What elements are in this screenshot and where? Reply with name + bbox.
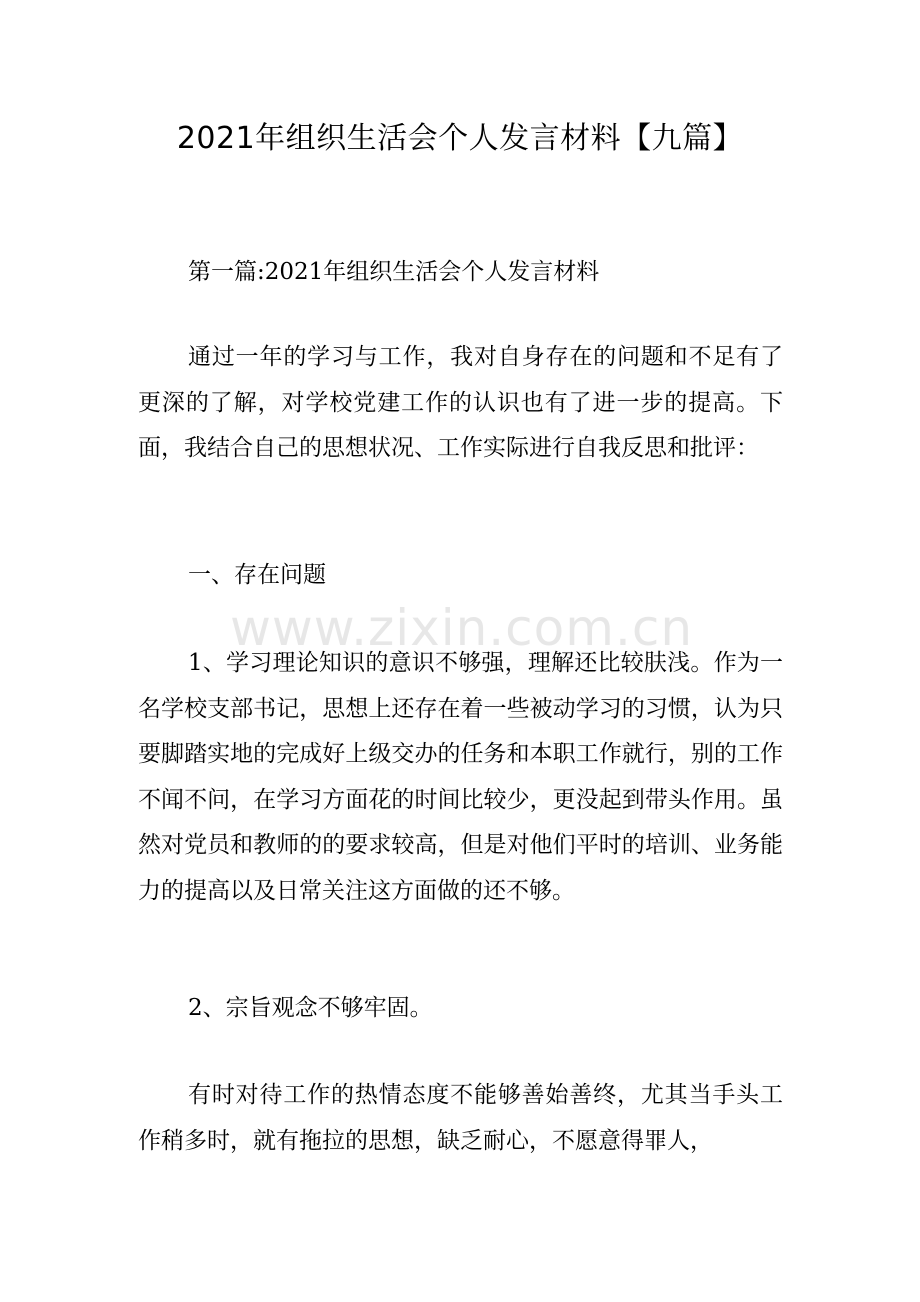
watermark: www.zixin.com.cn [230,599,694,657]
problem-item-1-paragraph: 1、学习理论知识的意识不够强，理解还比较肤浅。作为一名学校支部书记，思想上还存在着一些被动学习的习惯，认为只要脚踏实地的完成好上级交办的任务和本职工作就行，别的工作不闻不问，在学习方面花的时间比较少，更没起到带头作用。虽然对党员和教师的的要求较高，但是对他们平时的培训、业务能力的提高以及日常关注这方面做的还不够。 [138,650,783,904]
intro-paragraph: 通过一年的学习与工作，我对自身存在的问题和不足有了更深的了解，对学校党建工作的认识也有了进一步的提高。下面，我结合自己的思想状况、工作实际进行自我反思和批评： [138,344,783,462]
document-title: 2021年组织生活会个人发言材料【九篇】 [176,121,744,156]
section-heading-problems: 一、存在问题 [188,562,326,588]
problem-item-2-heading: 2、宗旨观念不够牢固。 [188,995,433,1021]
section-heading-part-one: 第一篇:2021年组织生活会个人发言材料 [188,259,600,285]
problem-item-2-paragraph: 有时对待工作的热情态度不能够善始善终，尤其当手头工作稍多时，就有拖拉的思想，缺乏耐心，不愿意得罪人， [138,1082,783,1154]
